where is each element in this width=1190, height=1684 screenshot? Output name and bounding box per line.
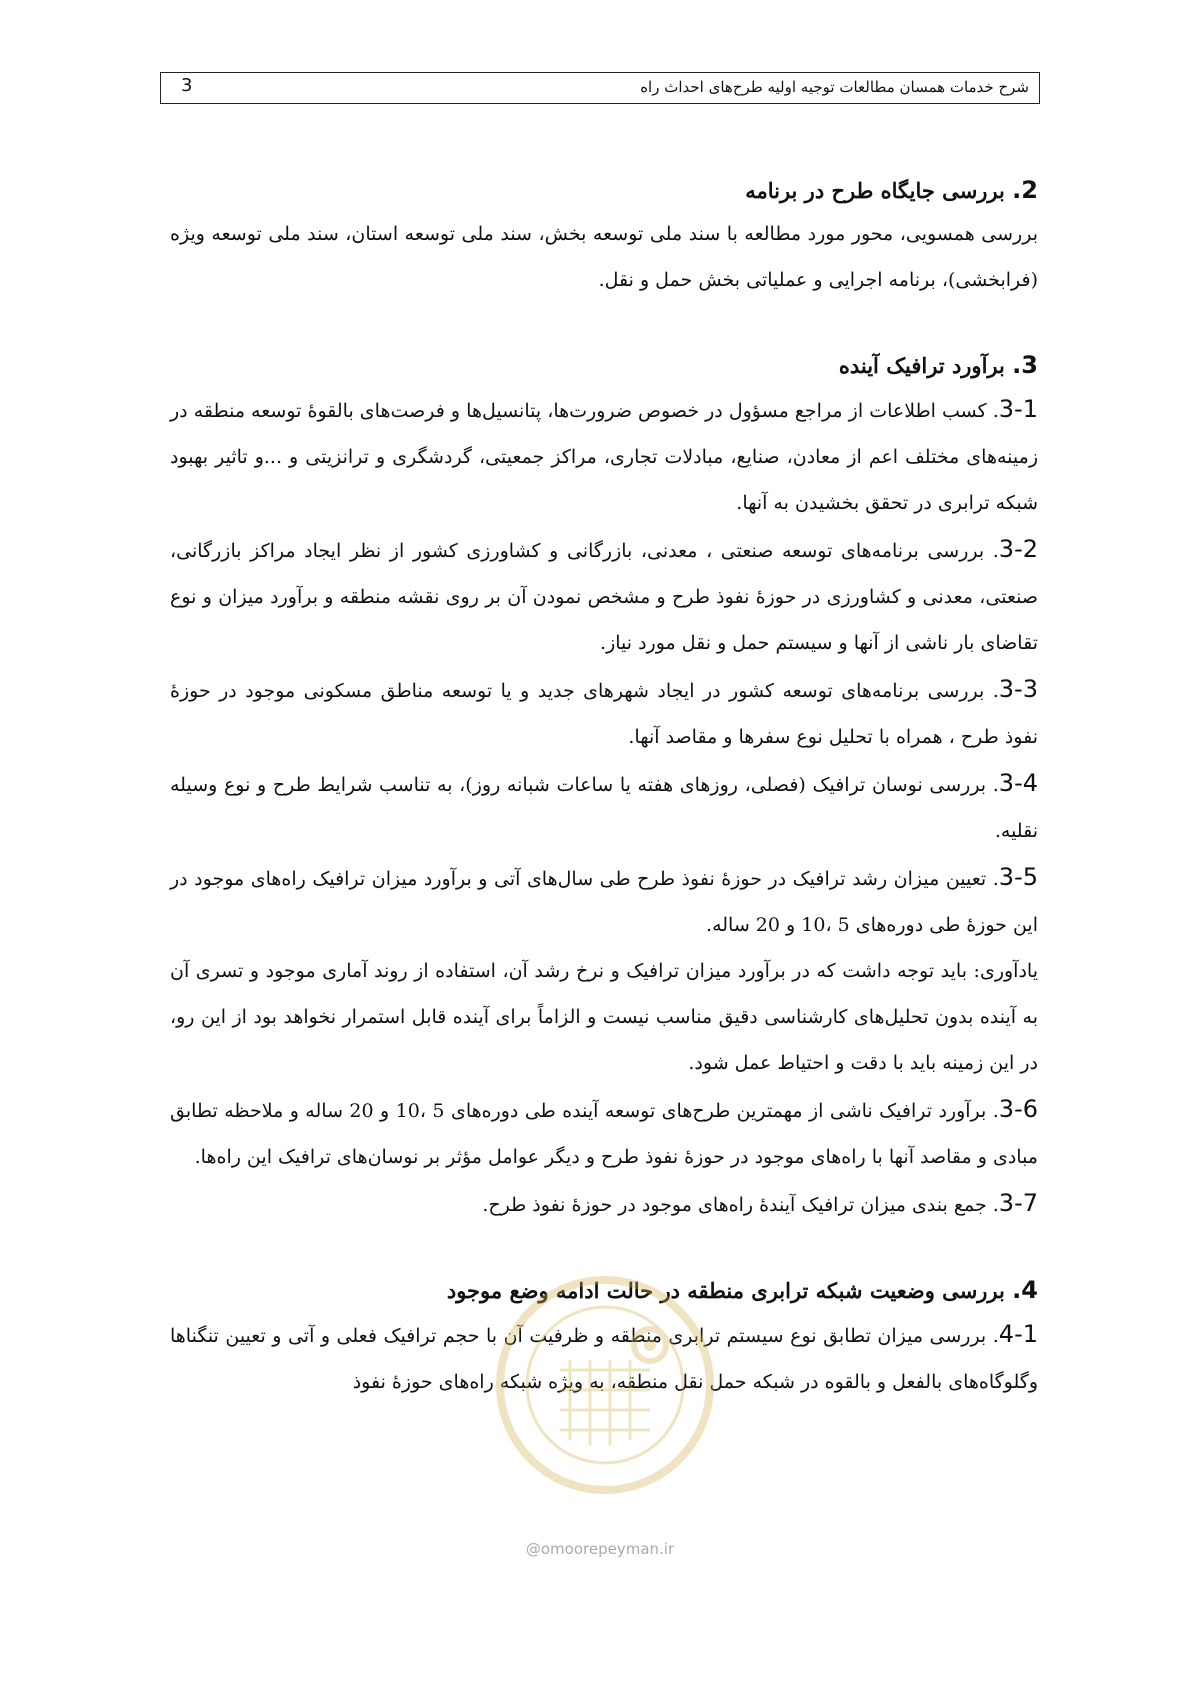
section-heading — [170, 345, 1038, 386]
item-text: جمع بندی میزان ترافیک آیندهٔ راه‌های موجود در حوزهٔ نفوذ طرح. — [482, 1194, 987, 1216]
item-text: برآورد ترافیک ناشی از مهمترین طرح‌های توسعه آینده طی دوره‌های 5 ،10 و 20 ساله و ملاحظه تطابق مبادی و مقاصد آنها با راه‌های موجود در حوزهٔ نفوذ طرح و دیگر عوامل مؤثر بر نوسان‌های ترافیک این راه‌ها. — [170, 1100, 1038, 1168]
section-heading — [170, 170, 1038, 211]
list-item: 3-4. بررسی نوسان ترافیک (فصلی، روزهای هفته یا ساعات شبانه روز)، به تناسب شرایط طرح و نوع وسیله نقلیه. — [170, 769, 1038, 842]
section-4 — [170, 1270, 1038, 1405]
section-number: 4. — [1012, 1276, 1038, 1304]
list-item: 3-5. تعیین میزان رشد ترافیک در حوزهٔ نفوذ طرح طی سال‌های آتی و برآورد میزان ترافیک راه‌های موجود در این حوزهٔ طی دوره‌های 5 ،10 و 20 ساله. — [170, 863, 1038, 936]
item-label: 3-5 — [998, 863, 1038, 891]
item-text: بررسی میزان تطابق نوع سیستم ترابری منطقه و ظرفیت آن با حجم ترافیک فعلی و آتی و تعیین تنگناها وگلوگاه‌های بالفعل و بالقوه در شبکه حمل نقل منطقه، به ویژه شبکه راه‌های حوزهٔ نفوذ — [170, 1325, 1038, 1393]
item-label: 3-1 — [998, 395, 1038, 423]
item-label: 3-7 — [998, 1189, 1038, 1217]
page-header — [160, 72, 1040, 104]
item-label: 3-6 — [998, 1095, 1038, 1123]
section-2 — [170, 170, 1038, 303]
section-number: 3. — [1012, 351, 1038, 379]
item-text: بررسی برنامه‌های توسعه کشور در ایجاد شهرهای جدید و یا توسعه مناطق مسکونی موجود در حوزهٔ نفوذ طرح ، همراه با تحلیل نوع سفرها و مقاصد آنها. — [170, 680, 1038, 748]
section-paragraph: بررسی همسویی، محور مورد مطالعه با سند ملی توسعه بخش، سند ملی توسعه استان، سند ملی توسعه ویژه (فرابخشی)، برنامه اجرایی و عملیاتی بخش حمل و نقل. — [170, 223, 1038, 291]
list-item: 3-2. بررسی برنامه‌های توسعه صنعتی ، معدنی، بازرگانی و کشاورزی کشور از نظر ایجاد مراکز بازرگانی، صنعتی، معدنی و کشاورزی در حوزهٔ نفوذ طرح و مشخص نمودن آن بر روی نقشه منطقه و برآورد میزان و نوع تقاضای بار ناشی از آنها و سیستم حمل و نقل مورد نیاز. — [170, 535, 1038, 654]
document-body — [170, 170, 1038, 1447]
header-title: شرح خدمات همسان مطالعات توجیه اولیه طرح‌های احداث راه — [640, 78, 1029, 96]
list-item: 3-1. کسب اطلاعات از مراجع مسؤول در خصوص ضرورت‌ها، پتانسیل‌ها و فرصت‌های بالقوهٔ توسعه منطقه در زمینه‌های مختلف اعم از معادن، صنایع، مبادلات تجاری، مراکز جمعیتی، گردشگری و ترانزیتی و ...و تاثیر بهبود شبکه ترابری در تحقق بخشیدن به آنها. — [170, 395, 1038, 514]
item-text: کسب اطلاعات از مراجع مسؤول در خصوص ضرورت‌ها، پتانسیل‌ها و فرصت‌های بالقوهٔ توسعه منطقه در زمینه‌های مختلف اعم از معادن، صنایع، مبادلات تجاری، مراکز جمعیتی، گردشگری و ترانزیتی و ...و تاثیر بهبود شبکه ترابری در تحقق بخشیدن به آنها. — [170, 400, 1038, 514]
watermark-text: @omoorepeyman.ir — [525, 1540, 675, 1558]
note-paragraph: یادآوری: باید توجه داشت که در برآورد میزان ترافیک و نرخ رشد آن، استفاده از روند آماری موجود و تسری آن به آینده بدون تحلیل‌های کارشناسی دقیق مناسب نیست و الزاماً برای آینده قابل استمرار نخواهد بود از این رو، در این زمینه باید با دقت و احتیاط عمل شود. — [170, 960, 1038, 1074]
page-number: 3 — [181, 75, 193, 96]
item-text: بررسی برنامه‌های توسعه صنعتی ، معدنی، بازرگانی و کشاورزی کشور از نظر ایجاد مراکز بازرگانی، صنعتی، معدنی و کشاورزی در حوزهٔ نفوذ طرح و مشخص نمودن آن بر روی نقشه منطقه و برآورد میزان و نوع تقاضای بار ناشی از آنها و سیستم حمل و نقل مورد نیاز. — [170, 540, 1038, 654]
item-text: تعیین میزان رشد ترافیک در حوزهٔ نفوذ طرح طی سال‌های آتی و برآورد میزان ترافیک راه‌های موجود در این حوزهٔ طی دوره‌های 5 ،10 و 20 ساله. — [170, 868, 1038, 936]
section-3 — [170, 345, 1038, 1228]
item-label: 3-2 — [998, 535, 1038, 563]
section-title: بررسی جایگاه طرح در برنامه — [745, 178, 1005, 203]
section-title: برآورد ترافیک آینده — [838, 353, 1005, 378]
item-label: 3-3 — [998, 675, 1038, 703]
list-item: 4-1. بررسی میزان تطابق نوع سیستم ترابری منطقه و ظرفیت آن با حجم ترافیک فعلی و آتی و تعیین تنگناها وگلوگاه‌های بالفعل و بالقوه در شبکه حمل نقل منطقه، به ویژه شبکه راه‌های حوزهٔ نفوذ — [170, 1320, 1038, 1393]
section-title: بررسی وضعیت شبکه ترابری منطقه در حالت ادامه وضع موجود — [446, 1278, 1005, 1303]
list-item: 3-6. برآورد ترافیک ناشی از مهمترین طرح‌های توسعه آینده طی دوره‌های 5 ،10 و 20 ساله و ملاحظه تطابق مبادی و مقاصد آنها با راه‌های موجود در حوزهٔ نفوذ طرح و دیگر عوامل مؤثر بر نوسان‌های ترافیک این راه‌ها. — [170, 1095, 1038, 1168]
section-heading — [170, 1270, 1038, 1311]
item-label: 4-1 — [998, 1320, 1038, 1348]
item-text: بررسی نوسان ترافیک (فصلی، روزهای هفته یا ساعات شبانه روز)، به تناسب شرایط طرح و نوع وسیله نقلیه. — [170, 774, 1038, 842]
list-item: 3-7. جمع بندی میزان ترافیک آیندهٔ راه‌های موجود در حوزهٔ نفوذ طرح. — [482, 1189, 1038, 1217]
section-number: 2. — [1012, 176, 1038, 204]
item-label: 3-4 — [998, 769, 1038, 797]
list-item: 3-3. بررسی برنامه‌های توسعه کشور در ایجاد شهرهای جدید و یا توسعه مناطق مسکونی موجود در حوزهٔ نفوذ طرح ، همراه با تحلیل نوع سفرها و مقاصد آنها. — [170, 675, 1038, 748]
